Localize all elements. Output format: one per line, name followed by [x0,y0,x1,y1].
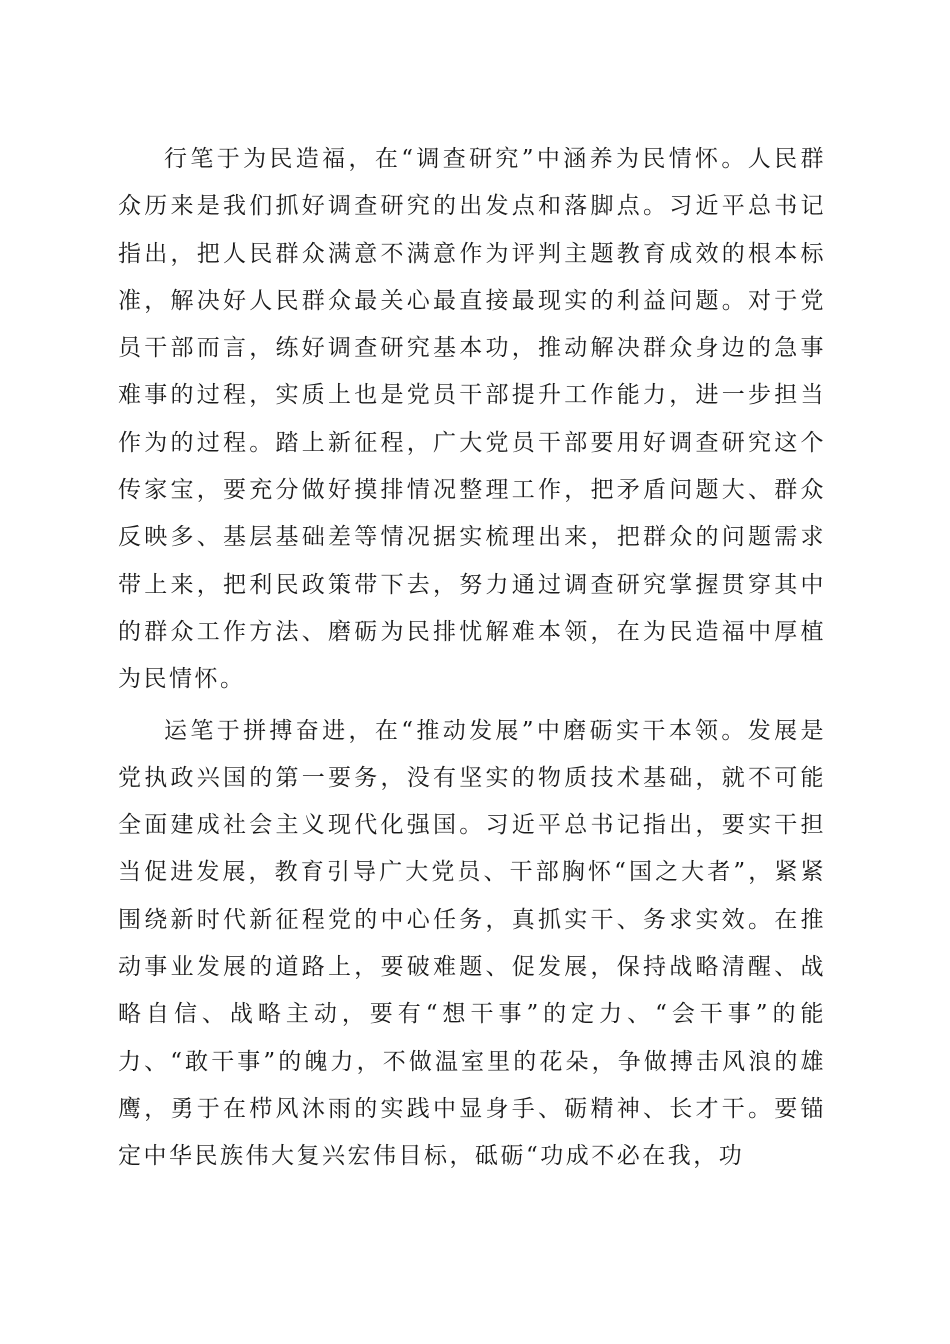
paragraph-people-welfare: 行笔于为民造福，在“调查研究”中涵养为民情怀。人民群众历来是我们抓好调查研究的出发点和落脚点。习近平总书记指出，把人民群众满意不满意作为评判主题教育成效的根本标准，解决好人民群众最关心最直接最现实的利益问题。对于党员干部而言，练好调查研究基本功，推动解决群众身边的急事难事的过程，实质上也是党员干部提升工作能力，进一步担当作为的过程。踏上新征程，广大党员干部要用好调查研究这个传家宝，要充分做好摸排情况整理工作，把矛盾问题大、群众反映多、基层基础差等情况据实梳理出来，把群众的问题需求带上来，把利民政策带下去，努力通过调查研究掌握贯穿其中的群众工作方法、磨砺为民排忧解难本领，在为民造福中厚植为民情怀。 [118,146,826,693]
document-body [118,136,826,1181]
paragraph-development: 运笔于拼搏奋进，在“推动发展”中磨砺实干本领。发展是党执政兴国的第一要务，没有坚实的物质技术基础，就不可能全面建成社会主义现代化强国。习近平总书记指出，要实干担当促进发展，教育引导广大党员、干部胸怀“国之大者”，紧紧围绕新时代新征程党的中心任务，真抓实干、务求实效。在推动事业发展的道路上，要破难题、促发展，保持战略清醒、战略自信、战略主动，要有“想干事”的定力、“会干事”的能力、“敢干事”的魄力，不做温室里的花朵，争做搏击风浪的雄鹰，勇于在栉风沐雨的实践中显身手、砺精神、长才干。要锚定中华民族伟大复兴宏伟目标，砥砺“功成不必在我，功 [118,717,826,1170]
